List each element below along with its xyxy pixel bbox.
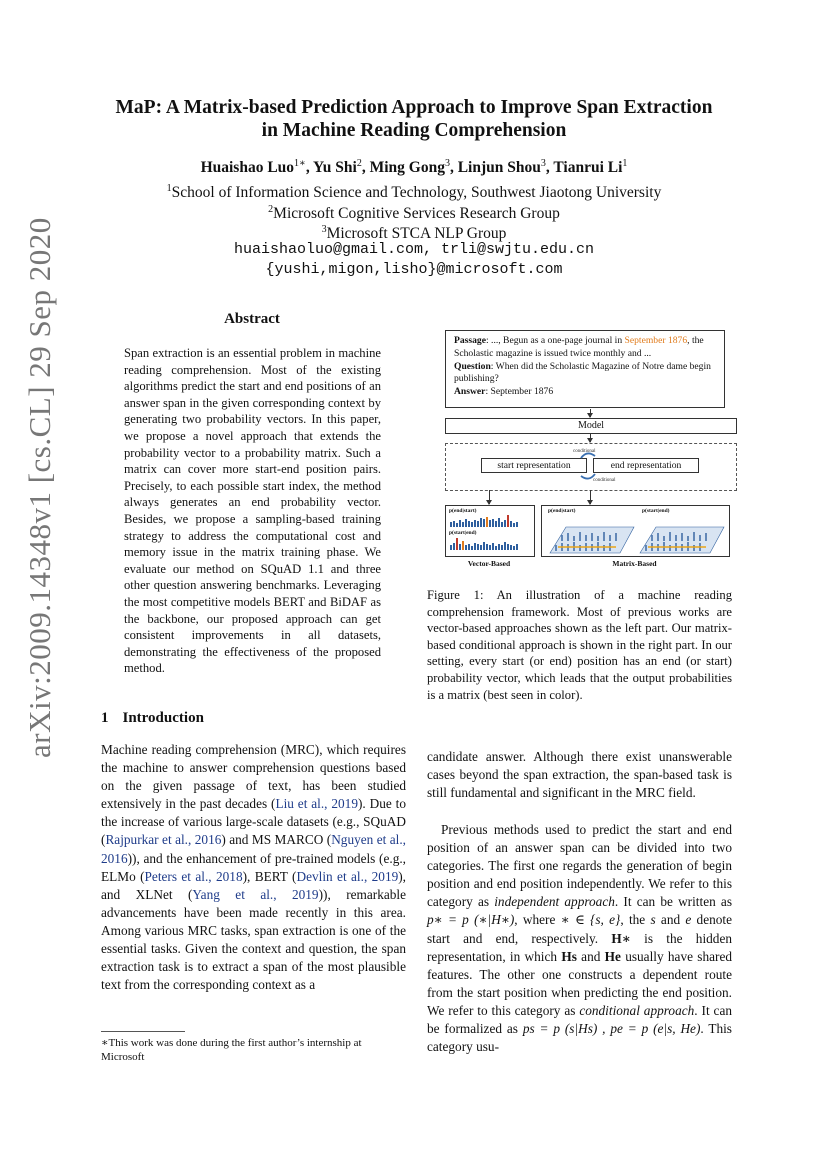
vector-end-bars: [450, 515, 518, 527]
intro-paragraph-1: Machine reading comprehension (MRC), which requires the machine to answer comprehension questions based on the given passage of text, has been studied extensively in the past decades (Liu et al., 2019). Due to the increase of various large-scale datasets (e.g., SQuAD (Rajpurkar et al., 2016) and MS MARCO (Nguyen et al., 2016)), and the enhancement of pre-trained models (e.g., ELMo (Peters et al., 2018), BERT (Devlin et al., 2019), and XLNet (Yang et al., 2019)), remarkable advancements have been made recently in this area. Among various MRC tasks, span extraction is one of the essential tasks. Given the context and question, the span extraction task is to extract a span of the most plausible text from the corresponding context as a: [101, 742, 407, 993]
figure-caption: Figure 1: An illustration of a machine reading comprehension framework. Most of previous works are vector-based approaches shown as the left part. Our matrix-based conditional approach is shown in the right part. In our setting, every start (or end) position has an end (or start) probability vector, which leads that the output probabilities is a matrix (best seen in color).: [427, 588, 732, 702]
vector-start-bars: [450, 538, 518, 550]
matrix-based-label: Matrix-Based: [612, 559, 657, 568]
vector-p-start-end-label: p(start|end): [449, 530, 477, 536]
affiliation-1: $^1$School of Information Science and Technology, Southwest Jiaotong University: [166, 183, 662, 202]
vector-based-label: Vector-Based: [467, 559, 511, 568]
paper-title: MaP: A Matrix-based Prediction Approach to Improve Span Extraction in Machine Reading Comprehension: [115, 97, 713, 141]
abstract-heading: Abstract: [224, 311, 280, 327]
model-box: Model: [445, 418, 737, 434]
end-representation-box: end representation: [593, 458, 699, 473]
intro-right-paragraph-2: Previous methods used to predict the start and end position of an answer span can be divided into two categories. The first one regards the generation of begin position and end position independently. We refer to this category as independent approach. It can be written as p∗ = p (∗|H∗), where ∗ ∈ {s, e}, the s and e denote start and end, respectively. H∗ is the hidden representation, in which Hs and He usually have shared features. The other one constructs a dependent route from the start position when predicting the end position. We refer to this category as conditional approach. It can be formalized as ps = p (s|Hs) , pe = p (e|s, He). This category usu-: [427, 822, 733, 1055]
emails-line-2: {yushi,migon,lisho}@microsoft.com: [265, 261, 563, 278]
passage-box: Passage: ..., Begun as a one-page journal in September 1876, the Scholastic magazine is issued twice monthly and ... Question: When did the Scholastic Magazine of Notre dame begin publishing? Answer: September 1876: [445, 330, 725, 408]
matrix-p-end-start-label: p(end|start): [548, 508, 576, 514]
conditional-label-bottom: conditional: [593, 478, 616, 483]
conditional-label-top: conditional: [573, 449, 596, 454]
affiliation-3: $^3$Microsoft STCA NLP Group: [321, 224, 507, 243]
abstract-text: Span extraction is an essential problem in machine reading comprehension. Most of the existing algorithms predict the start and end positions of an answer span in the given corresponding context by generating two probability vectors. In this paper, we propose a novel approach that extends the probability vector to a probability matrix. Such a matrix can cover more start-end position pairs. Precisely, to each possible start index, the method always generates an end probability vector. Besides, we propose a sampling-based training strategy to address the computational cost and memory issue in the matrix training phase. We evaluate our method on SQuAD 1.1 and three other question answering benchmarks. Leveraging the most competitive models BERT and BiDAF as the backbone, our proposed approach can get consistent improvements in all datasets, demonstrating the effectiveness of the proposed method.: [124, 346, 381, 676]
affiliation-2: $^2$Microsoft Cognitive Services Research Group: [268, 204, 560, 223]
matrix-based-panel: [541, 505, 730, 557]
arrow-to-vector: [489, 490, 490, 504]
author-list: Huaishao Luo$^{1∗}$, Yu Shi$^2$, Ming Gong$^3$, Linjun Shou$^3$, Tianrui Li$^1$: [200, 158, 628, 177]
vector-based-panel: [445, 505, 535, 557]
arrow-to-model: [590, 409, 591, 417]
vector-p-end-start-label: p(end|start): [449, 508, 477, 514]
footnote: ∗This work was done during the first author’s internship at Microsoft: [101, 1037, 362, 1063]
intro-right-paragraph-1: candidate answer. Although there exist unanswerable cases beyond the span extraction, the span-based task is still fundamental and significant in the MRC field.: [427, 749, 732, 801]
arxiv-identifier: arXiv:2009.14348v1 [cs.CL] 29 Sep 2020: [22, 217, 57, 758]
arrow-to-representations: [590, 434, 591, 442]
arrow-to-matrix: [590, 490, 591, 504]
emails-line-1: huaishaoluo@gmail.com, trli@swjtu.edu.cn: [233, 241, 595, 258]
matrix-p-start-end-label: p(start|end): [642, 508, 670, 514]
figure-1: [443, 330, 731, 570]
matrix-heatmap-graphics: [546, 515, 726, 555]
section-heading: 1 Introduction: [101, 710, 204, 726]
start-representation-box: start representation: [481, 458, 587, 473]
footnote-rule: [101, 1031, 185, 1032]
conditional-arrows-icon: [573, 444, 603, 484]
